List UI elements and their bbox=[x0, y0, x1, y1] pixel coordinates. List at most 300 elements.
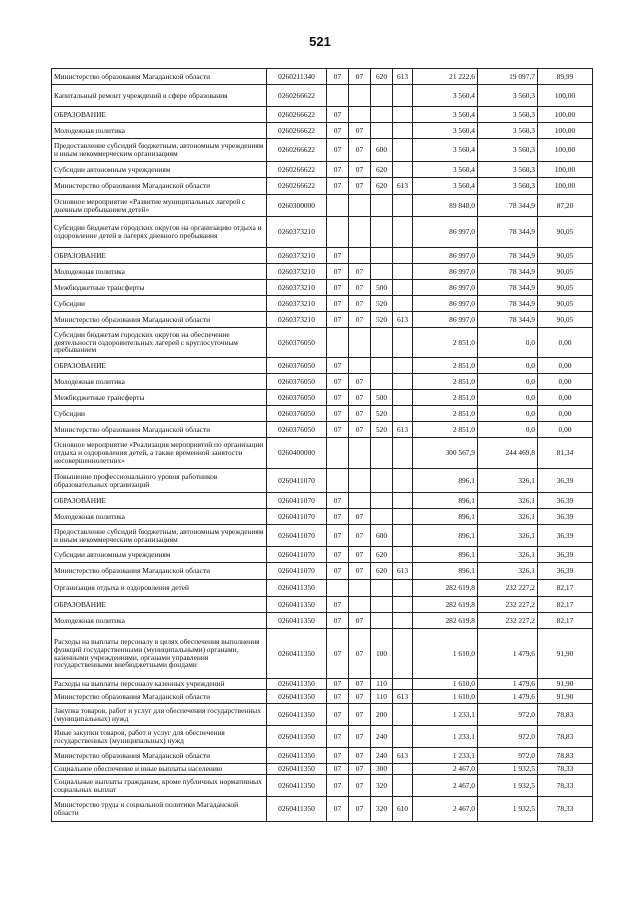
cell-subsection: 07 bbox=[349, 69, 371, 85]
cell-executed: 3 560,3 bbox=[478, 162, 538, 178]
cell-section bbox=[327, 217, 349, 248]
cell-percent: 90,05 bbox=[538, 248, 593, 264]
cell-percent: 91,90 bbox=[538, 629, 593, 679]
cell-planned: 1 610,0 bbox=[413, 679, 478, 690]
cell-admin-code bbox=[393, 509, 413, 525]
cell-executed: 78 344,9 bbox=[478, 296, 538, 312]
cell-subsection bbox=[349, 358, 371, 374]
cell-code: 0260411070 bbox=[267, 509, 327, 525]
table-row bbox=[52, 726, 593, 748]
cell-code: 0260266622 bbox=[267, 162, 327, 178]
cell-planned: 2 851,0 bbox=[413, 328, 478, 358]
cell-admin-code bbox=[393, 726, 413, 748]
cell-executed: 972,0 bbox=[478, 726, 538, 748]
cell-subsection bbox=[349, 195, 371, 217]
cell-name: Молодежная политика bbox=[52, 123, 267, 139]
cell-code: 0260411350 bbox=[267, 613, 327, 629]
table-row bbox=[52, 797, 593, 822]
cell-admin-code bbox=[393, 264, 413, 280]
cell-section: 07 bbox=[327, 107, 349, 123]
table-row bbox=[52, 312, 593, 328]
table-row bbox=[52, 178, 593, 195]
cell-expense-type bbox=[371, 264, 393, 280]
cell-code: 0260266622 bbox=[267, 123, 327, 139]
cell-admin-code: 613 bbox=[393, 312, 413, 328]
table-row bbox=[52, 107, 593, 123]
cell-name: Министерство образования Магаданской области bbox=[52, 748, 267, 764]
cell-admin-code bbox=[393, 217, 413, 248]
cell-name: ОБРАЗОВАНИЕ bbox=[52, 358, 267, 374]
cell-admin-code bbox=[393, 248, 413, 264]
cell-percent: 90,05 bbox=[538, 296, 593, 312]
cell-expense-type: 620 bbox=[371, 563, 393, 580]
cell-expense-type: 620 bbox=[371, 547, 393, 563]
table-row bbox=[52, 748, 593, 764]
cell-admin-code bbox=[393, 195, 413, 217]
cell-percent: 100,00 bbox=[538, 162, 593, 178]
cell-percent: 78,33 bbox=[538, 764, 593, 775]
cell-code: 0260376050 bbox=[267, 390, 327, 406]
cell-name: Закупка товаров, работ и услуг для обеспечения государственных (муниципальных) нужд bbox=[52, 704, 267, 726]
cell-expense-type bbox=[371, 358, 393, 374]
cell-section: 07 bbox=[327, 374, 349, 390]
cell-executed: 326,1 bbox=[478, 493, 538, 509]
cell-expense-type bbox=[371, 469, 393, 493]
table-row bbox=[52, 296, 593, 312]
cell-subsection: 07 bbox=[349, 123, 371, 139]
cell-executed: 3 560,3 bbox=[478, 123, 538, 139]
cell-code: 0260266622 bbox=[267, 107, 327, 123]
cell-admin-code bbox=[393, 139, 413, 162]
table-row bbox=[52, 280, 593, 296]
cell-expense-type bbox=[371, 493, 393, 509]
cell-subsection bbox=[349, 493, 371, 509]
cell-executed: 232 227,2 bbox=[478, 580, 538, 597]
cell-percent: 36,39 bbox=[538, 563, 593, 580]
cell-code: 0260411350 bbox=[267, 679, 327, 690]
cell-code: 0260376050 bbox=[267, 358, 327, 374]
cell-section: 07 bbox=[327, 525, 349, 547]
cell-section: 07 bbox=[327, 748, 349, 764]
cell-subsection bbox=[349, 85, 371, 107]
cell-planned: 86 997,0 bbox=[413, 217, 478, 248]
cell-subsection: 07 bbox=[349, 764, 371, 775]
cell-subsection bbox=[349, 107, 371, 123]
cell-expense-type: 520 bbox=[371, 312, 393, 328]
cell-subsection: 07 bbox=[349, 422, 371, 438]
cell-section: 07 bbox=[327, 704, 349, 726]
cell-expense-type bbox=[371, 195, 393, 217]
cell-name: Повышение профессионального уровня работников образовательных организаций bbox=[52, 469, 267, 493]
cell-expense-type: 320 bbox=[371, 775, 393, 797]
cell-name: Основное мероприятие «Развитие муниципальных лагерей с дневным пребыванием детей» bbox=[52, 195, 267, 217]
cell-name: ОБРАЗОВАНИЕ bbox=[52, 597, 267, 613]
cell-percent: 100,00 bbox=[538, 178, 593, 195]
cell-percent: 0,00 bbox=[538, 374, 593, 390]
cell-expense-type: 620 bbox=[371, 162, 393, 178]
cell-code: 0260411070 bbox=[267, 469, 327, 493]
cell-planned: 3 560,4 bbox=[413, 162, 478, 178]
cell-percent: 36,39 bbox=[538, 469, 593, 493]
cell-admin-code bbox=[393, 162, 413, 178]
cell-executed: 1 479,6 bbox=[478, 629, 538, 679]
cell-name: ОБРАЗОВАНИЕ bbox=[52, 493, 267, 509]
cell-section bbox=[327, 195, 349, 217]
cell-expense-type: 620 bbox=[371, 178, 393, 195]
cell-code: 0260266622 bbox=[267, 139, 327, 162]
cell-admin-code bbox=[393, 597, 413, 613]
cell-code: 0260411350 bbox=[267, 690, 327, 704]
cell-executed: 0,0 bbox=[478, 406, 538, 422]
cell-executed: 0,0 bbox=[478, 422, 538, 438]
cell-executed: 78 344,9 bbox=[478, 248, 538, 264]
table-row bbox=[52, 390, 593, 406]
cell-admin-code: 613 bbox=[393, 563, 413, 580]
cell-name: Молодежная политика bbox=[52, 613, 267, 629]
cell-section: 07 bbox=[327, 139, 349, 162]
cell-section: 07 bbox=[327, 547, 349, 563]
cell-planned: 282 619,8 bbox=[413, 597, 478, 613]
cell-section: 07 bbox=[327, 797, 349, 822]
cell-subsection: 07 bbox=[349, 390, 371, 406]
cell-subsection: 07 bbox=[349, 726, 371, 748]
cell-admin-code bbox=[393, 764, 413, 775]
cell-expense-type: 320 bbox=[371, 797, 393, 822]
cell-planned: 1 233,1 bbox=[413, 748, 478, 764]
cell-name: Организация отдыха и оздоровления детей bbox=[52, 580, 267, 597]
cell-executed: 19 097,7 bbox=[478, 69, 538, 85]
cell-admin-code bbox=[393, 493, 413, 509]
table-row bbox=[52, 69, 593, 85]
cell-percent: 0,00 bbox=[538, 406, 593, 422]
table-row bbox=[52, 406, 593, 422]
cell-executed: 1 932,5 bbox=[478, 775, 538, 797]
cell-admin-code: 613 bbox=[393, 422, 413, 438]
table-row bbox=[52, 248, 593, 264]
cell-percent: 78,33 bbox=[538, 797, 593, 822]
table-row bbox=[52, 509, 593, 525]
cell-subsection: 07 bbox=[349, 406, 371, 422]
cell-executed: 1 479,6 bbox=[478, 679, 538, 690]
cell-expense-type: 500 bbox=[371, 280, 393, 296]
cell-percent: 87,20 bbox=[538, 195, 593, 217]
table-row bbox=[52, 438, 593, 469]
cell-expense-type: 110 bbox=[371, 679, 393, 690]
cell-executed: 1 479,6 bbox=[478, 690, 538, 704]
cell-planned: 2 467,0 bbox=[413, 775, 478, 797]
cell-percent: 91,90 bbox=[538, 690, 593, 704]
cell-section: 07 bbox=[327, 178, 349, 195]
cell-admin-code bbox=[393, 107, 413, 123]
cell-percent: 91,90 bbox=[538, 679, 593, 690]
cell-subsection: 07 bbox=[349, 629, 371, 679]
cell-name: Социальное обеспечение и иные выплаты населению bbox=[52, 764, 267, 775]
cell-code: 0260373210 bbox=[267, 248, 327, 264]
table-row bbox=[52, 613, 593, 629]
cell-expense-type bbox=[371, 123, 393, 139]
cell-expense-type: 240 bbox=[371, 726, 393, 748]
cell-section: 07 bbox=[327, 597, 349, 613]
cell-subsection: 07 bbox=[349, 525, 371, 547]
table-row bbox=[52, 775, 593, 797]
cell-expense-type: 520 bbox=[371, 422, 393, 438]
cell-planned: 2 467,0 bbox=[413, 764, 478, 775]
cell-expense-type: 100 bbox=[371, 629, 393, 679]
cell-code: 0260376050 bbox=[267, 328, 327, 358]
cell-section: 07 bbox=[327, 690, 349, 704]
cell-executed: 326,1 bbox=[478, 563, 538, 580]
cell-section: 07 bbox=[327, 726, 349, 748]
cell-percent: 0,00 bbox=[538, 328, 593, 358]
cell-name: Молодежная политика bbox=[52, 374, 267, 390]
cell-percent: 90,05 bbox=[538, 280, 593, 296]
cell-code: 0260411350 bbox=[267, 629, 327, 679]
cell-percent: 36,39 bbox=[538, 509, 593, 525]
table-row bbox=[52, 679, 593, 690]
cell-code: 0260411350 bbox=[267, 748, 327, 764]
cell-name: ОБРАЗОВАНИЕ bbox=[52, 248, 267, 264]
cell-section bbox=[327, 328, 349, 358]
cell-code: 0260411350 bbox=[267, 764, 327, 775]
cell-admin-code bbox=[393, 629, 413, 679]
cell-percent: 100,00 bbox=[538, 107, 593, 123]
cell-section: 07 bbox=[327, 679, 349, 690]
cell-percent: 0,00 bbox=[538, 422, 593, 438]
table-row bbox=[52, 563, 593, 580]
cell-section: 07 bbox=[327, 69, 349, 85]
cell-planned: 89 848,0 bbox=[413, 195, 478, 217]
cell-subsection bbox=[349, 597, 371, 613]
cell-percent: 82,17 bbox=[538, 613, 593, 629]
cell-expense-type: 200 bbox=[371, 704, 393, 726]
cell-code: 0260411350 bbox=[267, 797, 327, 822]
cell-planned: 2 851,0 bbox=[413, 422, 478, 438]
cell-executed: 78 344,9 bbox=[478, 312, 538, 328]
cell-name: Министерство образования Магаданской области bbox=[52, 422, 267, 438]
cell-planned: 21 222,6 bbox=[413, 69, 478, 85]
table-row bbox=[52, 217, 593, 248]
cell-subsection: 07 bbox=[349, 704, 371, 726]
cell-planned: 896,1 bbox=[413, 563, 478, 580]
cell-section: 07 bbox=[327, 162, 349, 178]
cell-code: 0260411070 bbox=[267, 563, 327, 580]
table-row bbox=[52, 162, 593, 178]
cell-code: 0260411070 bbox=[267, 547, 327, 563]
cell-name: Межбюджетные трансферты bbox=[52, 280, 267, 296]
cell-name: Министерство образования Магаданской области bbox=[52, 69, 267, 85]
table-row bbox=[52, 328, 593, 358]
cell-section: 07 bbox=[327, 493, 349, 509]
cell-section: 07 bbox=[327, 280, 349, 296]
cell-section bbox=[327, 580, 349, 597]
cell-code: 0260376050 bbox=[267, 406, 327, 422]
cell-name: Социальные выплаты гражданам, кроме публичных нормативных социальных выплат bbox=[52, 775, 267, 797]
cell-subsection bbox=[349, 328, 371, 358]
cell-planned: 300 567,9 bbox=[413, 438, 478, 469]
cell-section: 07 bbox=[327, 123, 349, 139]
cell-expense-type: 600 bbox=[371, 525, 393, 547]
cell-expense-type: 300 bbox=[371, 764, 393, 775]
cell-admin-code bbox=[393, 390, 413, 406]
cell-admin-code: 610 bbox=[393, 797, 413, 822]
cell-subsection: 07 bbox=[349, 547, 371, 563]
cell-planned: 86 997,0 bbox=[413, 312, 478, 328]
cell-percent: 82,17 bbox=[538, 597, 593, 613]
cell-percent: 78,83 bbox=[538, 704, 593, 726]
cell-subsection: 07 bbox=[349, 775, 371, 797]
cell-admin-code bbox=[393, 374, 413, 390]
cell-subsection bbox=[349, 438, 371, 469]
cell-percent: 81,34 bbox=[538, 438, 593, 469]
cell-subsection bbox=[349, 469, 371, 493]
cell-subsection: 07 bbox=[349, 312, 371, 328]
cell-code: 0260376050 bbox=[267, 422, 327, 438]
cell-executed: 326,1 bbox=[478, 525, 538, 547]
cell-code: 0260400000 bbox=[267, 438, 327, 469]
cell-code: 0260411070 bbox=[267, 493, 327, 509]
cell-percent: 100,00 bbox=[538, 139, 593, 162]
cell-percent: 78,83 bbox=[538, 748, 593, 764]
cell-planned: 86 997,0 bbox=[413, 296, 478, 312]
cell-name: Межбюджетные трансферты bbox=[52, 390, 267, 406]
table-row bbox=[52, 85, 593, 107]
cell-subsection: 07 bbox=[349, 374, 371, 390]
cell-name: Министерство образования Магаданской области bbox=[52, 563, 267, 580]
cell-admin-code bbox=[393, 123, 413, 139]
table-row bbox=[52, 422, 593, 438]
cell-planned: 3 560,4 bbox=[413, 178, 478, 195]
cell-expense-type: 240 bbox=[371, 748, 393, 764]
cell-expense-type: 110 bbox=[371, 690, 393, 704]
cell-percent: 90,05 bbox=[538, 264, 593, 280]
cell-section: 07 bbox=[327, 390, 349, 406]
cell-expense-type bbox=[371, 438, 393, 469]
table-row bbox=[52, 195, 593, 217]
table-row bbox=[52, 704, 593, 726]
cell-admin-code bbox=[393, 525, 413, 547]
cell-section: 07 bbox=[327, 422, 349, 438]
cell-subsection: 07 bbox=[349, 296, 371, 312]
cell-subsection: 07 bbox=[349, 139, 371, 162]
cell-executed: 0,0 bbox=[478, 358, 538, 374]
cell-subsection: 07 bbox=[349, 690, 371, 704]
cell-executed: 1 932,5 bbox=[478, 797, 538, 822]
cell-planned: 1 233,1 bbox=[413, 726, 478, 748]
cell-executed: 3 560,3 bbox=[478, 85, 538, 107]
cell-subsection: 07 bbox=[349, 563, 371, 580]
cell-code: 0260266622 bbox=[267, 85, 327, 107]
cell-subsection: 07 bbox=[349, 748, 371, 764]
cell-admin-code bbox=[393, 328, 413, 358]
cell-percent: 78,83 bbox=[538, 726, 593, 748]
cell-percent: 78,33 bbox=[538, 775, 593, 797]
table-row bbox=[52, 597, 593, 613]
cell-section bbox=[327, 438, 349, 469]
cell-name: Субсидии автономным учреждениям bbox=[52, 162, 267, 178]
table-row bbox=[52, 493, 593, 509]
cell-planned: 3 560,4 bbox=[413, 85, 478, 107]
cell-admin-code bbox=[393, 613, 413, 629]
table-row bbox=[52, 629, 593, 679]
cell-name: Субсидии bbox=[52, 406, 267, 422]
page-number: 521 bbox=[309, 34, 331, 49]
cell-code: 0260411350 bbox=[267, 704, 327, 726]
cell-section: 07 bbox=[327, 248, 349, 264]
cell-section: 07 bbox=[327, 613, 349, 629]
cell-executed: 3 560,3 bbox=[478, 139, 538, 162]
cell-name: Предоставление субсидий бюджетным, автономным учреждениям и иным некоммерческим организациям bbox=[52, 525, 267, 547]
cell-name: Субсидии бюджетам городских округов на организацию отдыха и оздоровление детей в лагерях дневного пребывания bbox=[52, 217, 267, 248]
cell-name: Предоставление субсидий бюджетным, автономным учреждениям и иным некоммерческим организациям bbox=[52, 139, 267, 162]
cell-percent: 90,05 bbox=[538, 312, 593, 328]
cell-name: Министерство образования Магаданской области bbox=[52, 178, 267, 195]
cell-planned: 86 997,0 bbox=[413, 280, 478, 296]
cell-admin-code bbox=[393, 679, 413, 690]
table-row bbox=[52, 469, 593, 493]
cell-section: 07 bbox=[327, 629, 349, 679]
cell-section: 07 bbox=[327, 264, 349, 280]
cell-code: 0260300000 bbox=[267, 195, 327, 217]
cell-code: 0260411070 bbox=[267, 525, 327, 547]
cell-subsection: 07 bbox=[349, 613, 371, 629]
cell-percent: 36,39 bbox=[538, 525, 593, 547]
cell-admin-code bbox=[393, 358, 413, 374]
cell-name: Расходы на выплаты персоналу в целях обеспечения выполнения функций государственными (муниципальными) органами, казенными учреждениями, органами управления государственными внебюджетными фондами bbox=[52, 629, 267, 679]
cell-planned: 896,1 bbox=[413, 525, 478, 547]
cell-section bbox=[327, 85, 349, 107]
cell-planned: 2 851,0 bbox=[413, 390, 478, 406]
cell-admin-code bbox=[393, 406, 413, 422]
cell-admin-code bbox=[393, 580, 413, 597]
cell-planned: 2 851,0 bbox=[413, 358, 478, 374]
cell-name: Субсидии бюджетам городских округов на обеспечение деятельности оздоровительных лагерей с круглосуточным пребыванием bbox=[52, 328, 267, 358]
cell-percent: 89,99 bbox=[538, 69, 593, 85]
cell-executed: 3 560,3 bbox=[478, 178, 538, 195]
cell-expense-type: 500 bbox=[371, 390, 393, 406]
cell-code: 0260211340 bbox=[267, 69, 327, 85]
cell-percent: 82,17 bbox=[538, 580, 593, 597]
cell-subsection bbox=[349, 248, 371, 264]
cell-executed: 0,0 bbox=[478, 328, 538, 358]
cell-subsection: 07 bbox=[349, 162, 371, 178]
cell-admin-code bbox=[393, 704, 413, 726]
cell-executed: 326,1 bbox=[478, 469, 538, 493]
cell-name: Молодежная политика bbox=[52, 264, 267, 280]
cell-planned: 896,1 bbox=[413, 547, 478, 563]
cell-expense-type: 520 bbox=[371, 296, 393, 312]
cell-executed: 78 344,9 bbox=[478, 280, 538, 296]
cell-executed: 232 227,2 bbox=[478, 613, 538, 629]
cell-percent: 0,00 bbox=[538, 390, 593, 406]
cell-admin-code bbox=[393, 296, 413, 312]
cell-admin-code bbox=[393, 547, 413, 563]
cell-executed: 972,0 bbox=[478, 748, 538, 764]
cell-code: 0260411350 bbox=[267, 775, 327, 797]
cell-expense-type bbox=[371, 374, 393, 390]
cell-executed: 3 560,3 bbox=[478, 107, 538, 123]
cell-admin-code bbox=[393, 85, 413, 107]
cell-subsection: 07 bbox=[349, 264, 371, 280]
cell-planned: 2 467,0 bbox=[413, 797, 478, 822]
cell-name: Основное мероприятие «Реализация мероприятий по организации отдыха и оздоровления детей, а также временной занятости несовершеннолетних» bbox=[52, 438, 267, 469]
table-row bbox=[52, 764, 593, 775]
cell-section: 07 bbox=[327, 775, 349, 797]
cell-executed: 326,1 bbox=[478, 547, 538, 563]
cell-planned: 1 610,0 bbox=[413, 690, 478, 704]
cell-admin-code bbox=[393, 775, 413, 797]
cell-expense-type bbox=[371, 217, 393, 248]
cell-planned: 2 851,0 bbox=[413, 406, 478, 422]
